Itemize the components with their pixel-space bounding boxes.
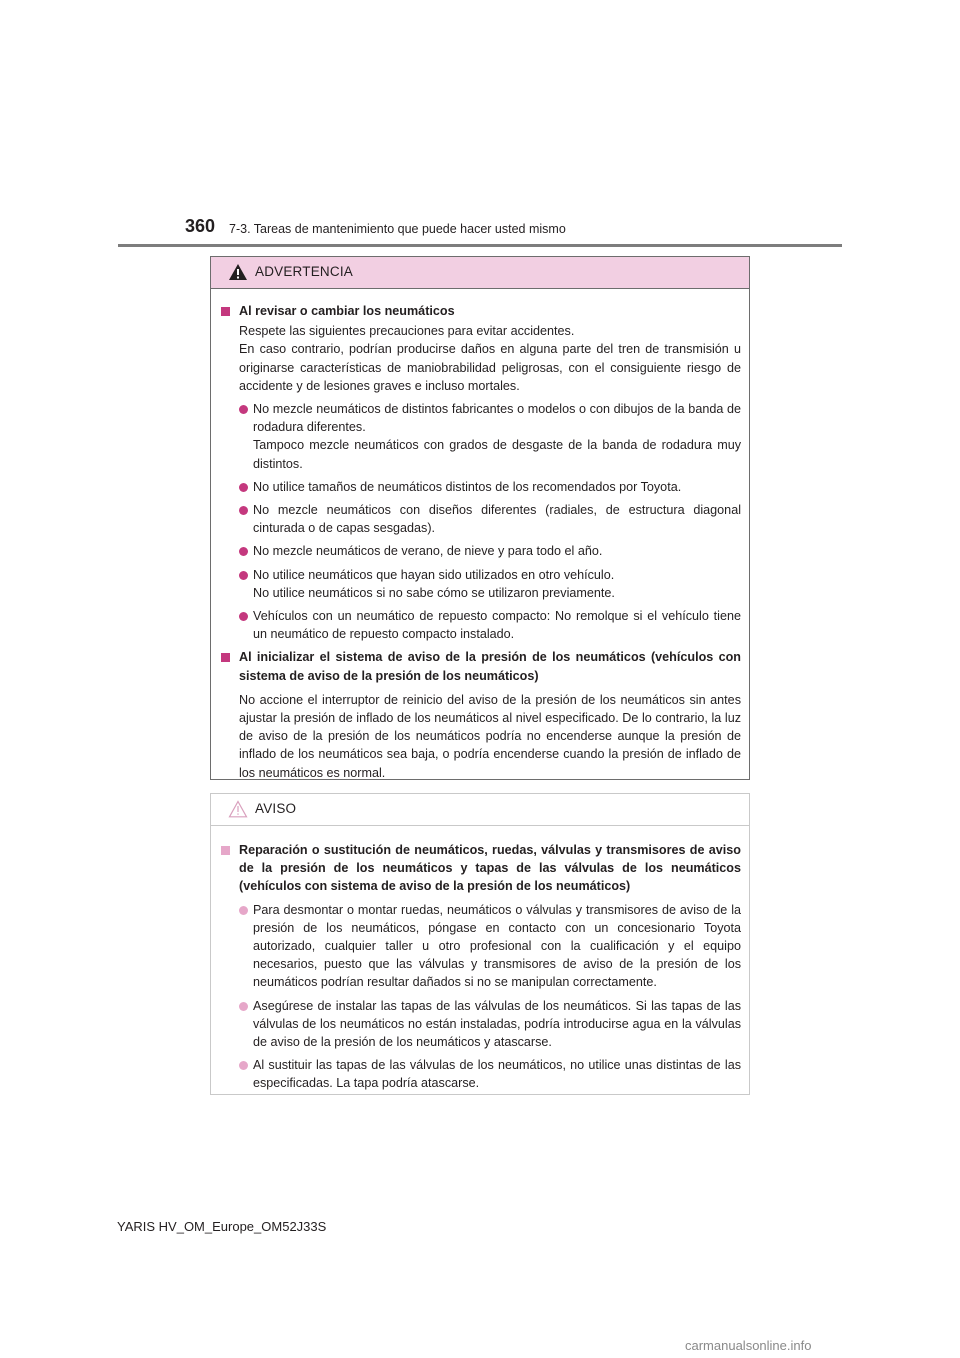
section-heading: Al revisar o cambiar los neumáticos: [220, 302, 741, 320]
list-item: Asegúrese de instalar las tapas de las válvulas de los neumáticos. Si las tapas de las válvulas de los neumáticos no están instaladas, podría introducirse agua en la válvulas de aviso de la presión de los neumáticos y atascarse.: [239, 997, 741, 1052]
page-number: 360: [185, 216, 216, 236]
watermark: carmanualsonline.info: [685, 1338, 812, 1353]
warning-header: [211, 257, 749, 289]
paragraph: No accione el interruptor de reinicio del aviso de la presión de los neumáticos sin antes ajustar la presión de inflado de los neumáticos al nivel especificado. De lo contrario, la luz de aviso de la presión de los neumáticos podría no encenderse aunque la presión de inflado de los neumáticos sea baja, o podría encenderse cuando la presión de inflado de los neumáticos es normal.: [239, 692, 741, 780]
caution-header: [211, 794, 749, 826]
circle-bullet-icon: [239, 1061, 248, 1070]
circle-bullet-icon: [239, 506, 248, 515]
section-heading: Al inicializar el sistema de aviso de la presión de los neumáticos (vehículos con sistema de aviso de la presión de los neumáticos): [220, 648, 741, 684]
list-item: No mezcle neumáticos con diseños diferentes (radiales, de estructura diagonal cinturada o de capas sesgadas).: [239, 501, 741, 537]
circle-bullet-icon: [239, 405, 248, 414]
caution-body: [211, 826, 749, 1093]
bullet-list: [220, 901, 741, 1093]
warning-label: ADVERTENCIA: [255, 264, 353, 279]
square-bullet-icon: [221, 653, 230, 662]
list-item: Al sustituir las tapas de las válvulas de los neumáticos, no utilice unas distintas de las especificadas. La tapa podría atascarse.: [239, 1056, 741, 1092]
caution-triangle-icon: [228, 800, 248, 818]
document-code: YARIS HV_OM_Europe_OM52J33S: [117, 1219, 327, 1234]
section-title: 7-3. Tareas de mantenimiento que puede hacer usted mismo: [229, 222, 566, 236]
circle-bullet-icon: [239, 571, 248, 580]
warning-box: [210, 256, 750, 780]
warning-triangle-icon: [228, 263, 248, 281]
circle-bullet-icon: [239, 612, 248, 621]
list-item: No utilice tamaños de neumáticos distintos de los recomendados por Toyota.: [239, 478, 741, 496]
header-divider: [118, 244, 842, 247]
page-header: [185, 216, 825, 246]
caution-label: AVISO: [255, 801, 297, 816]
list-item: No mezcle neumáticos de distintos fabricantes o modelos o con dibujos de la banda de rodadura diferentes. Tampoco mezcle neumáticos con grados de desgaste de la banda de rodadura muy distintos.: [239, 400, 741, 473]
circle-bullet-icon: [239, 483, 248, 492]
circle-bullet-icon: [239, 547, 248, 556]
caution-box: [210, 793, 750, 1095]
warning-body: [211, 289, 749, 782]
circle-bullet-icon: [239, 1002, 248, 1011]
list-item: No mezcle neumáticos de verano, de nieve y para todo el año.: [239, 542, 741, 560]
list-item: Para desmontar o montar ruedas, neumáticos o válvulas y transmisores de aviso de la presión de los neumáticos, póngase en contacto con un concesionario Toyota autorizado, cualquier taller u otro profesional con la cualificación y el equipo necesarios, puesto que las válvulas y transmisores de aviso de la presión de los neumáticos podrían resultar dañados si no se manipulan correctamente.: [239, 901, 741, 992]
bullet-list: [220, 400, 741, 643]
paragraph: Respete las siguientes precauciones para evitar accidentes. En caso contrario, podrían producirse daños en alguna parte del tren de transmisión u originarse características de maniobrabilidad peligrosas, con el consiguiente riesgo de accidente y de lesiones graves e incluso mortales.: [239, 324, 741, 393]
square-bullet-icon: [221, 846, 230, 855]
section-heading: Reparación o sustitución de neumáticos, ruedas, válvulas y transmisores de aviso de la presión de los neumáticos y tapas de las válvulas de los neumáticos (vehículos con sistema de aviso de la presión de los neumáticos): [220, 841, 741, 896]
list-item: Vehículos con un neumático de repuesto compacto: No remolque si el vehículo tiene un neumático de repuesto compacto instalado.: [239, 607, 741, 643]
circle-bullet-icon: [239, 906, 248, 915]
list-item: No utilice neumáticos que hayan sido utilizados en otro vehículo. No utilice neumáticos si no sabe cómo se utilizaron previamente.: [239, 566, 741, 602]
square-bullet-icon: [221, 307, 230, 316]
